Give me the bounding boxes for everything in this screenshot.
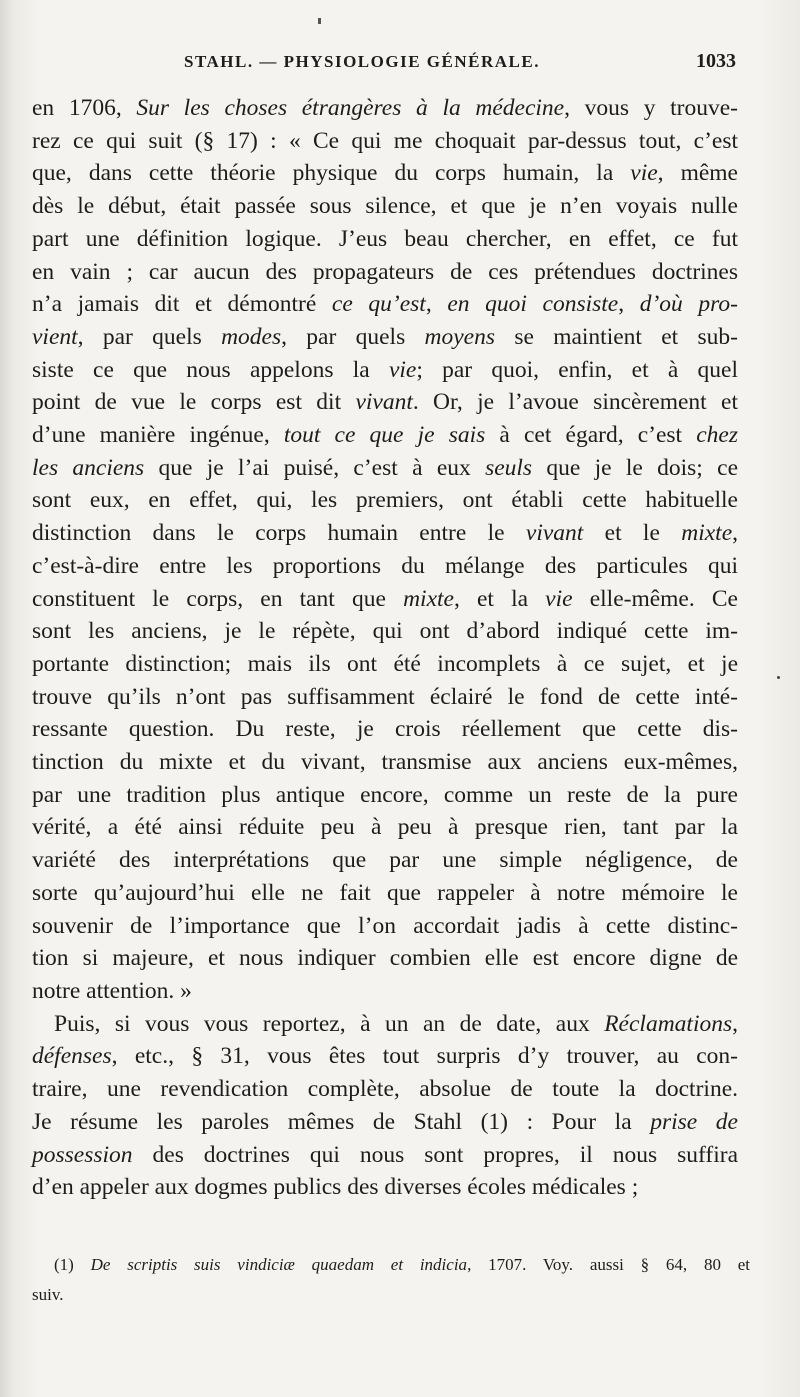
text-line: d’une manière ingénue, tout ce que je sais à cet égard, c’est chez bbox=[32, 422, 738, 449]
text-line: c’est-à-dire entre les proportions du mélange des particules qui bbox=[32, 552, 738, 579]
footnote-line: suiv. bbox=[32, 1285, 64, 1304]
text-line: part une définition logique. J’eus beau chercher, en effet, ce fut bbox=[32, 225, 738, 252]
text-line: vient, par quels modes, par quels moyens se maintient et sub- bbox=[32, 323, 738, 350]
footnote-line: (1) De scriptis suis vindiciæ quaedam et indicia, 1707. Voy. aussi § 64, 80 et bbox=[54, 1255, 750, 1274]
text-line: ressante question. Du reste, je crois réellement que cette dis- bbox=[32, 716, 738, 743]
margin-speck bbox=[777, 676, 780, 679]
text-line: sorte qu’aujourd’hui elle ne fait que rappeler à notre mémoire le bbox=[32, 879, 738, 906]
text-line: Je résume les paroles mêmes de Stahl (1) : Pour la prise de bbox=[32, 1108, 738, 1135]
page-number: 1033 bbox=[696, 50, 736, 72]
text-line: sont les anciens, je le répète, qui ont d’abord indiqué cette im- bbox=[32, 618, 738, 645]
text-line: rez ce qui suit (§ 17) : « Ce qui me choquait par-dessus tout, c’est bbox=[32, 127, 738, 154]
text-line: d’en appeler aux dogmes publics des diverses écoles médicales ; bbox=[32, 1174, 639, 1201]
footnotes bbox=[32, 1250, 750, 1310]
text-line: défenses, etc., § 31, vous êtes tout surpris d’y trouver, au con- bbox=[32, 1043, 738, 1070]
text-line: en 1706, Sur les choses étrangères à la médecine, vous y trouve- bbox=[32, 95, 738, 121]
text-line: possession des doctrines qui nous sont propres, il nous suffira bbox=[32, 1141, 738, 1168]
text-line: les anciens que je l’ai puisé, c’est à eux seuls que je le dois; ce bbox=[32, 454, 739, 481]
text-line: constituent le corps, en tant que mixte, et la vie elle-même. Ce bbox=[32, 585, 738, 612]
text-line: par une tradition plus antique encore, comme un reste de la pure bbox=[32, 781, 738, 808]
text-line: traire, une revendication complète, absolue de toute la doctrine. bbox=[32, 1076, 738, 1103]
text-line: siste ce que nous appelons la vie; par quoi, enfin, et à quel bbox=[32, 356, 738, 383]
body-text bbox=[32, 92, 738, 1204]
text-line: Puis, si vous vous reportez, à un an de date, aux Réclamations, bbox=[54, 1010, 738, 1037]
text-line: distinction dans le corps humain entre le vivant et le mixte, bbox=[32, 520, 738, 547]
text-line: variété des interprétations que par une simple négligence, de bbox=[32, 847, 738, 874]
text-line: souvenir de l’importance que l’on accordait jadis à cette distinc- bbox=[32, 912, 738, 939]
running-header bbox=[32, 52, 736, 84]
text-line: vérité, a été ainsi réduite peu à peu à presque rien, tant par la bbox=[32, 814, 738, 841]
text-line: tion si majeure, et nous indiquer combien elle est encore digne de bbox=[32, 945, 738, 972]
text-line: que, dans cette théorie physique du corps humain, la vie, même bbox=[32, 160, 738, 187]
text-line: sont eux, en effet, qui, les premiers, ont établi cette habituelle bbox=[32, 487, 738, 514]
running-title: STAHL. — PHYSIOLOGIE GÉNÉRALE. bbox=[184, 52, 540, 71]
text-line: tinction du mixte et du vivant, transmise aux anciens eux-mêmes, bbox=[32, 749, 738, 776]
text-line: point de vue le corps est dit vivant. Or, je l’avoue sincèrement et bbox=[32, 389, 738, 416]
text-line: notre attention. » bbox=[32, 977, 192, 1004]
text-line: dès le début, était passée sous silence, et que je n’en voyais nulle bbox=[32, 193, 738, 220]
text-line: trouve qu’ils n’ont pas suffisamment éclairé le fond de cette inté- bbox=[32, 683, 738, 710]
print-mark bbox=[318, 18, 321, 24]
text-line: n’a jamais dit et démontré ce qu’est, en quoi consiste, d’où pro- bbox=[32, 291, 739, 318]
text-line: en vain ; car aucun des propagateurs de ces prétendues doctrines bbox=[32, 258, 738, 285]
text-line: portante distinction; mais ils ont été incomplets à ce sujet, et je bbox=[32, 650, 738, 677]
